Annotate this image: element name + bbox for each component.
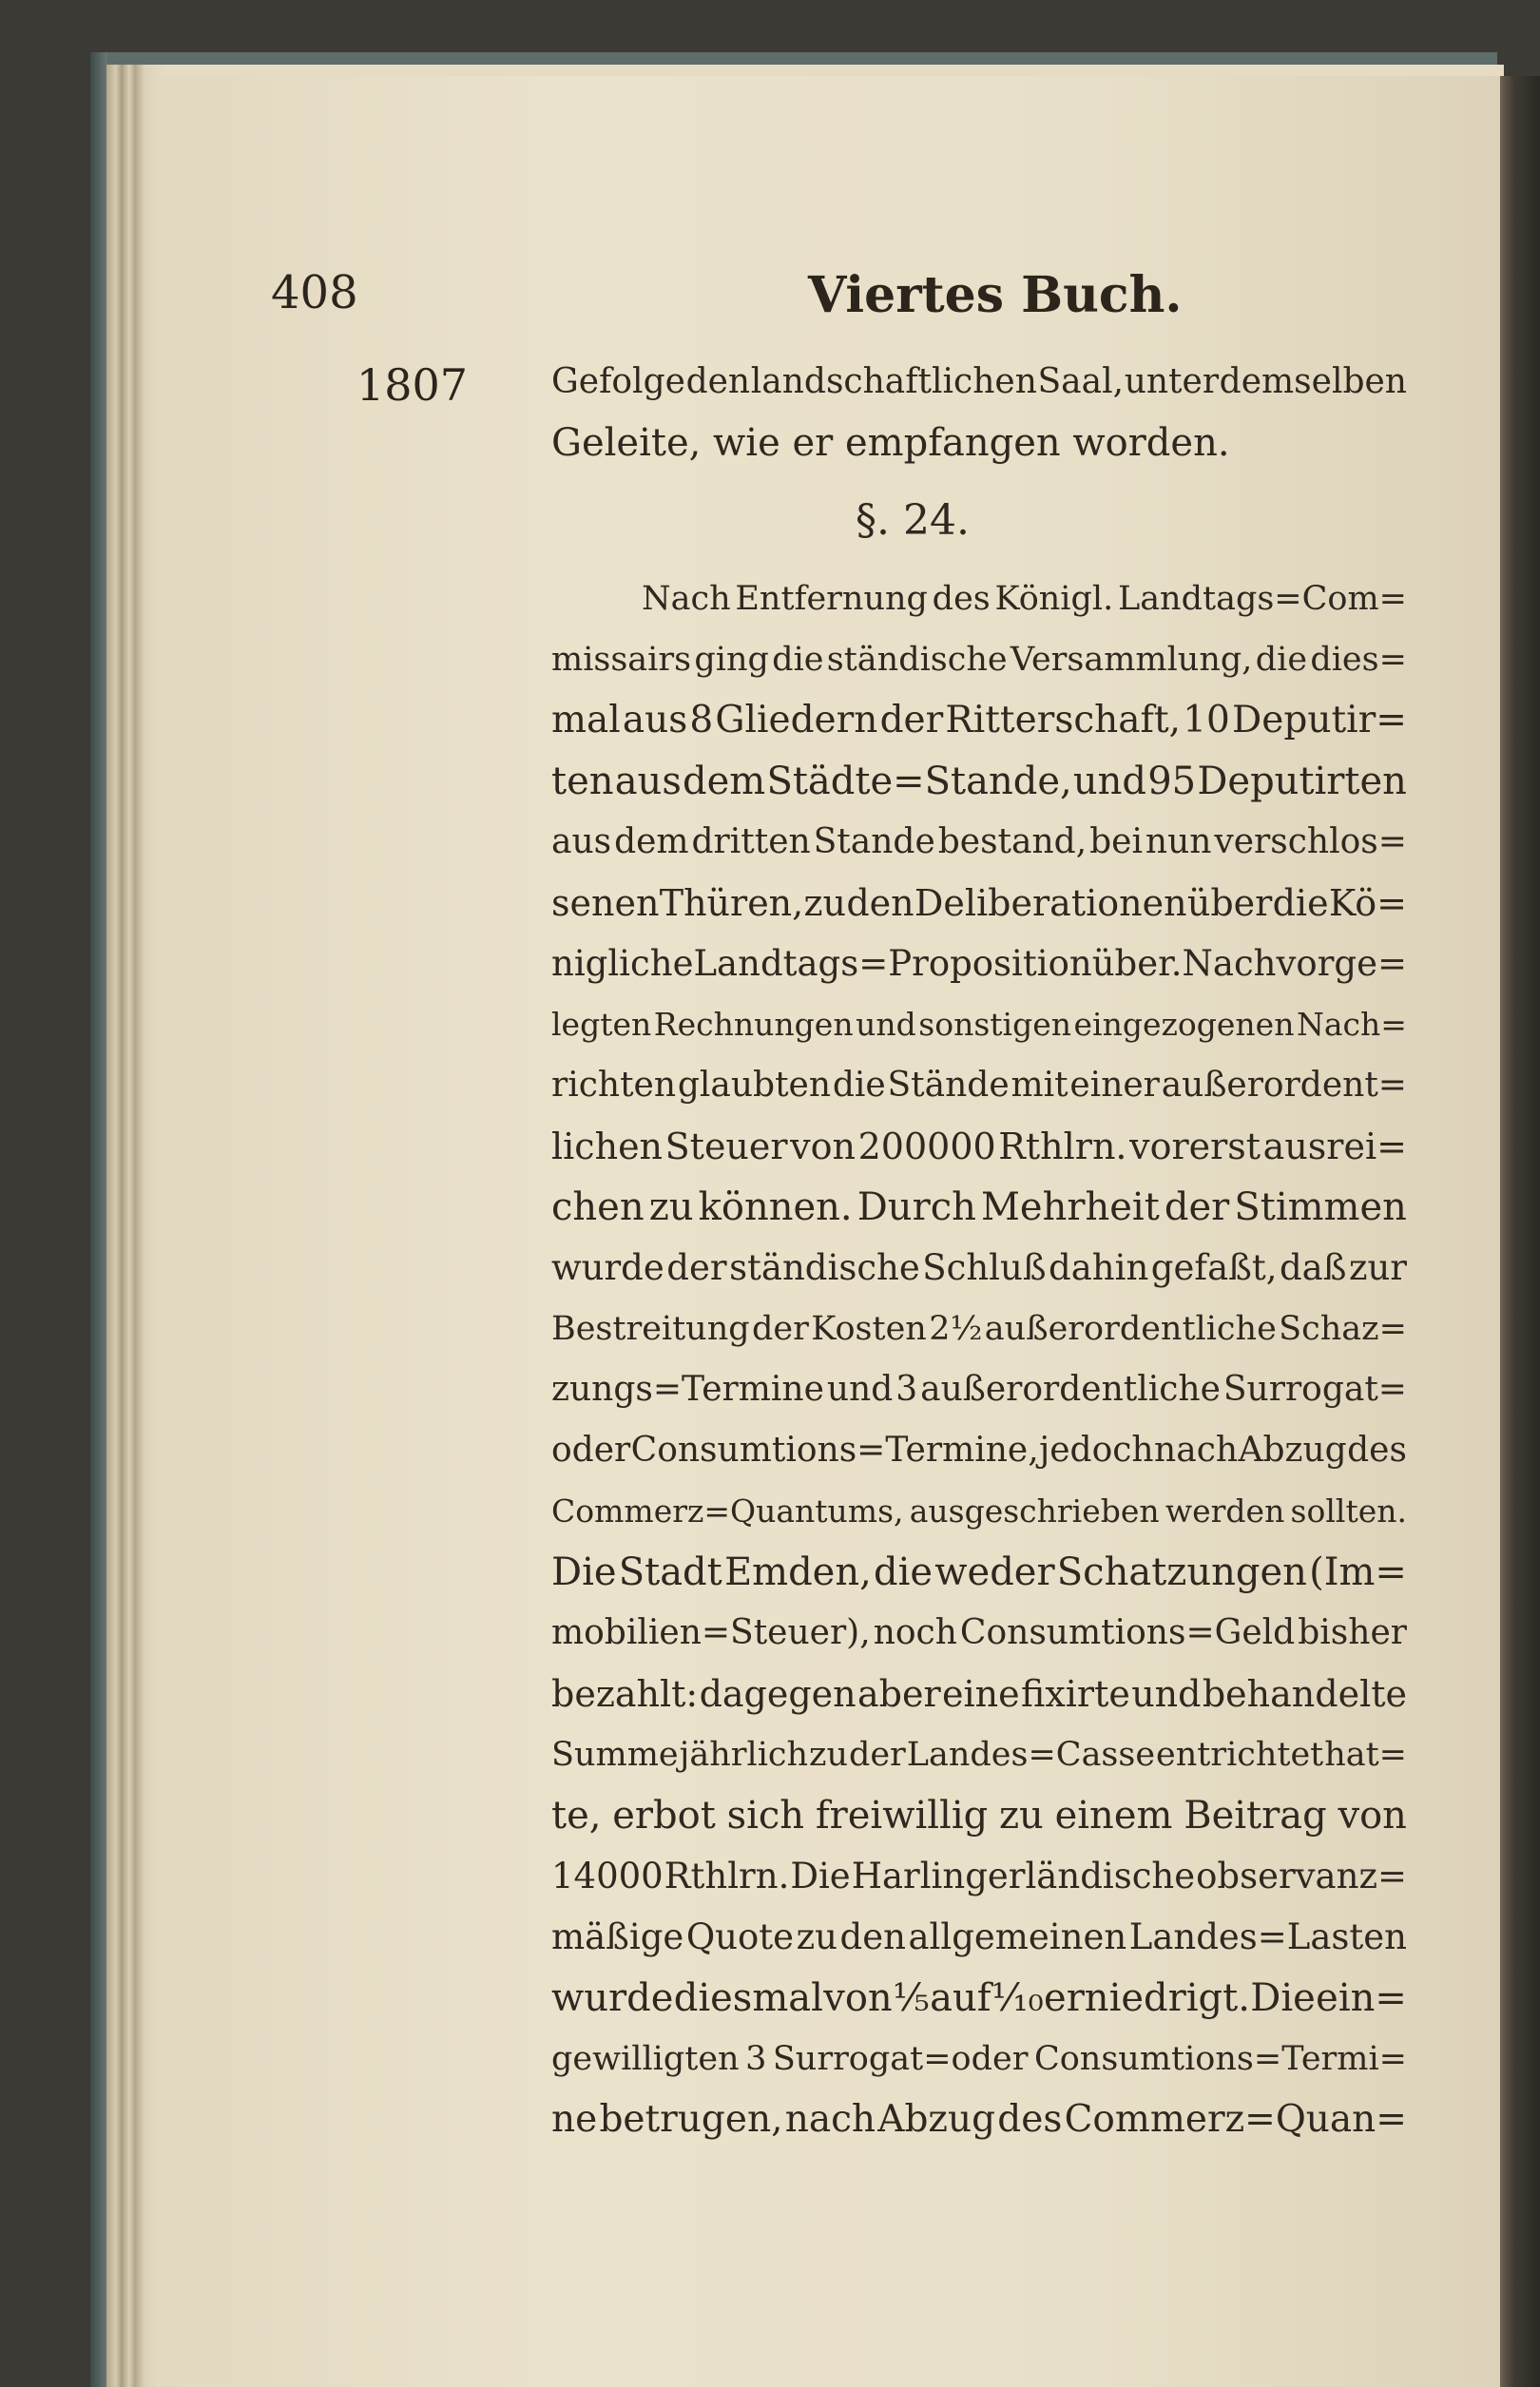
text-line: 14000 Rthlrn. Die Harlingerländische observanz= [551, 1856, 1407, 1896]
text-line: ne betrugen, nach Abzug des Commerz=Quan= [551, 2098, 1407, 2141]
text-line: Summe jährlich zu der Landes=Casse entrichtet hat= [551, 1736, 1407, 1774]
text-line: zungs=Termine und 3 außerordentliche Surrogat= [551, 1370, 1407, 1409]
running-head [271, 266, 1393, 333]
text-line: ten aus dem Städte=Stande, und 95 Deputirten [551, 760, 1407, 803]
book-spine-edge [90, 52, 107, 2387]
text-line: mäßige Quote zu den allgemeinen Landes=Lasten [551, 1916, 1407, 1957]
facing-page-shadow [1500, 76, 1540, 2387]
text-line: lichen Steuer von 200000 Rthlrn. vorerst ausrei= [551, 1126, 1407, 1167]
text-line: senen Thüren, zu den Deliberationen über die Kö= [551, 882, 1407, 924]
text-line: legten Rechnungen und sonstigen eingezogenen Nach= [551, 1006, 1407, 1043]
text-line: Nach Entfernung des Königl. Landtags=Com= [642, 580, 1407, 618]
text-line: Die Stadt Emden, die weder Schatzungen (Im= [551, 1550, 1407, 1594]
text-line: te, erbot sich freiwillig zu einem Beitrag von [551, 1794, 1407, 1838]
text-line: mal aus 8 Gliedern der Ritterschaft, 10 Deputir= [551, 699, 1407, 741]
text-line: Bestreitung der Kosten 2½ außerordentliche Schaz= [551, 1310, 1407, 1348]
text-line: oder Consumtions=Termine, jedoch nach Abzug des [551, 1431, 1407, 1470]
text-line: aus dem dritten Stande bestand, bei nun verschlos= [551, 822, 1407, 861]
margin-year: 1807 [356, 359, 469, 411]
text-line: Geleite, wie er empfangen worden. [551, 421, 1230, 465]
text-line: mobilien=Steuer), noch Consumtions=Geld bisher [551, 1613, 1407, 1652]
text-line: gewilligten 3 Surrogat=oder Consumtions=Termi= [551, 2040, 1407, 2078]
body-text [551, 352, 1407, 2150]
text-line: missairs ging die ständische Versammlung, die dies= [551, 641, 1407, 679]
text-line: Gefolge den landschaftlichen Saal, unter demselben [551, 362, 1407, 401]
text-line: Commerz=Quantums, ausgeschrieben werden sollten. [551, 1492, 1407, 1530]
text-line: wurde der ständische Schluß dahin gefaßt, daß zur [551, 1247, 1407, 1288]
running-title: Viertes Buch. [808, 266, 1183, 324]
text-line: richten glaubten die Stände mit einer außerordent= [551, 1066, 1407, 1105]
page-number: 408 [271, 266, 358, 319]
text-line: bezahlt: dagegen aber eine fixirte und behandelte [551, 1673, 1407, 1715]
text-line: wurde diesmal von ⅕ auf ⅒ erniedrigt. Die ein= [551, 1976, 1407, 2020]
text-line: nigliche Landtags=Proposition über. Nach vorge= [551, 943, 1407, 984]
text-line: chen zu können. Durch Mehrheit der Stimmen [551, 1185, 1407, 1229]
section-heading: §. 24. [856, 496, 970, 545]
